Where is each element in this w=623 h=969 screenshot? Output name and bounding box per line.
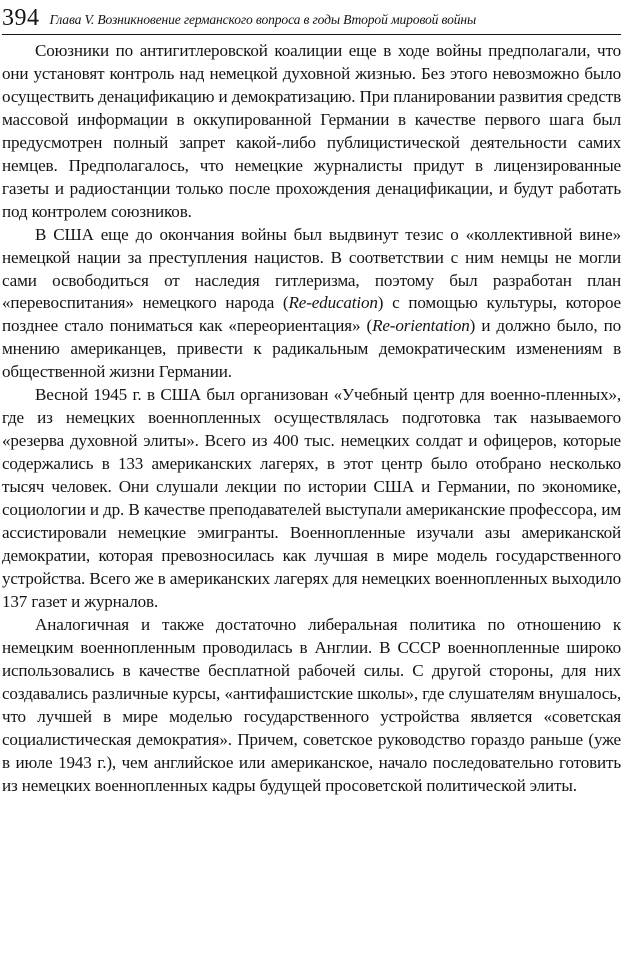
- paragraph-4: Аналогичная и также достаточно либеральная политика по отношению к немецким военнопленным проводилась в Англии. В СССР военнопленные широко использовались в качестве бесплатной рабочей силы. С другой стороны, для них создавались различные курсы, «антифашистские школы», где слушателям внушалось, что лучшей в мире моделью государственного устройства является «советская социалистическая демократия». Причем, советское руководство гораздо раньше (уже в июле 1943 г.), чем английское или американское, начало последовательно готовить из немецких военнопленных кадры будущей просоветской политической элиты.: [2, 614, 621, 795]
- paragraph-2-part-1: В США еще до окончания войны был выдвинут тезис о «коллективной вине» немецкой нации за преступления нацистов. В соответствии с ним немцы не могли сами освободиться от наследия гитлеризма, поэтому был разработан план «перевоспитания» немецкого народа (: [2, 224, 621, 313]
- chapter-title: Глава V. Возникновение германского вопроса в годы Второй мировой войны: [49, 12, 477, 27]
- paragraph-1: Союзники по антигитлеровской коалиции еще в ходе войны предполагали, что они установят контроль над немецкой духовной жизнью. Без этого невозможно было осуществить денацификацию и демократизацию. При планировании развития средств массовой информации в оккупированной Германии в качестве первого шага был предусмотрен полный запрет какой-либо публицистической деятельности самих немцев. Предполагалось, что немецкие журналисты придут в лицензированные газеты и радиостанции только после прохождения денацификации, и будут работать под контролем союзников.: [2, 41, 621, 221]
- paragraph-2-part-3: ) и должно было, по мнению американцев, привести к радикальным демократическим изменениям в общественной жизни Германии.: [2, 316, 621, 382]
- term-re-education: Re-education: [288, 293, 378, 313]
- page-number: 394: [2, 5, 40, 31]
- paragraph-2-part-2: ) с помощью культуры, которое позднее стало пониматься как «переориентация» (: [2, 293, 621, 336]
- running-header: [2, 0, 621, 35]
- term-re-orientation: Re-orientation: [372, 316, 470, 336]
- body-text: [2, 40, 621, 797]
- paragraph-3: Весной 1945 г. в США был организован «Учебный центр для военно-пленных», где из немецких военнопленных осуществлялась подготовка так называемого «резерва духовной элиты». Всего из 400 тыс. немецких солдат и офицеров, которые содержались в 133 американских лагерях, в этот центр было отобрано несколько тысяч человек. Они слушали лекции по истории США и Германии, по экономике, социологии и др. В качестве преподавателей выступали американские профессора, им ассистировали немецкие эмигранты. Военнопленные изучали азы американской демократии, которая превозносилась как лучшая в мире модель государственного устройства. Всего же в американских лагерях для немецких военнопленных выходило 137 газет и журналов.: [2, 385, 621, 611]
- paragraph-2: [2, 224, 621, 385]
